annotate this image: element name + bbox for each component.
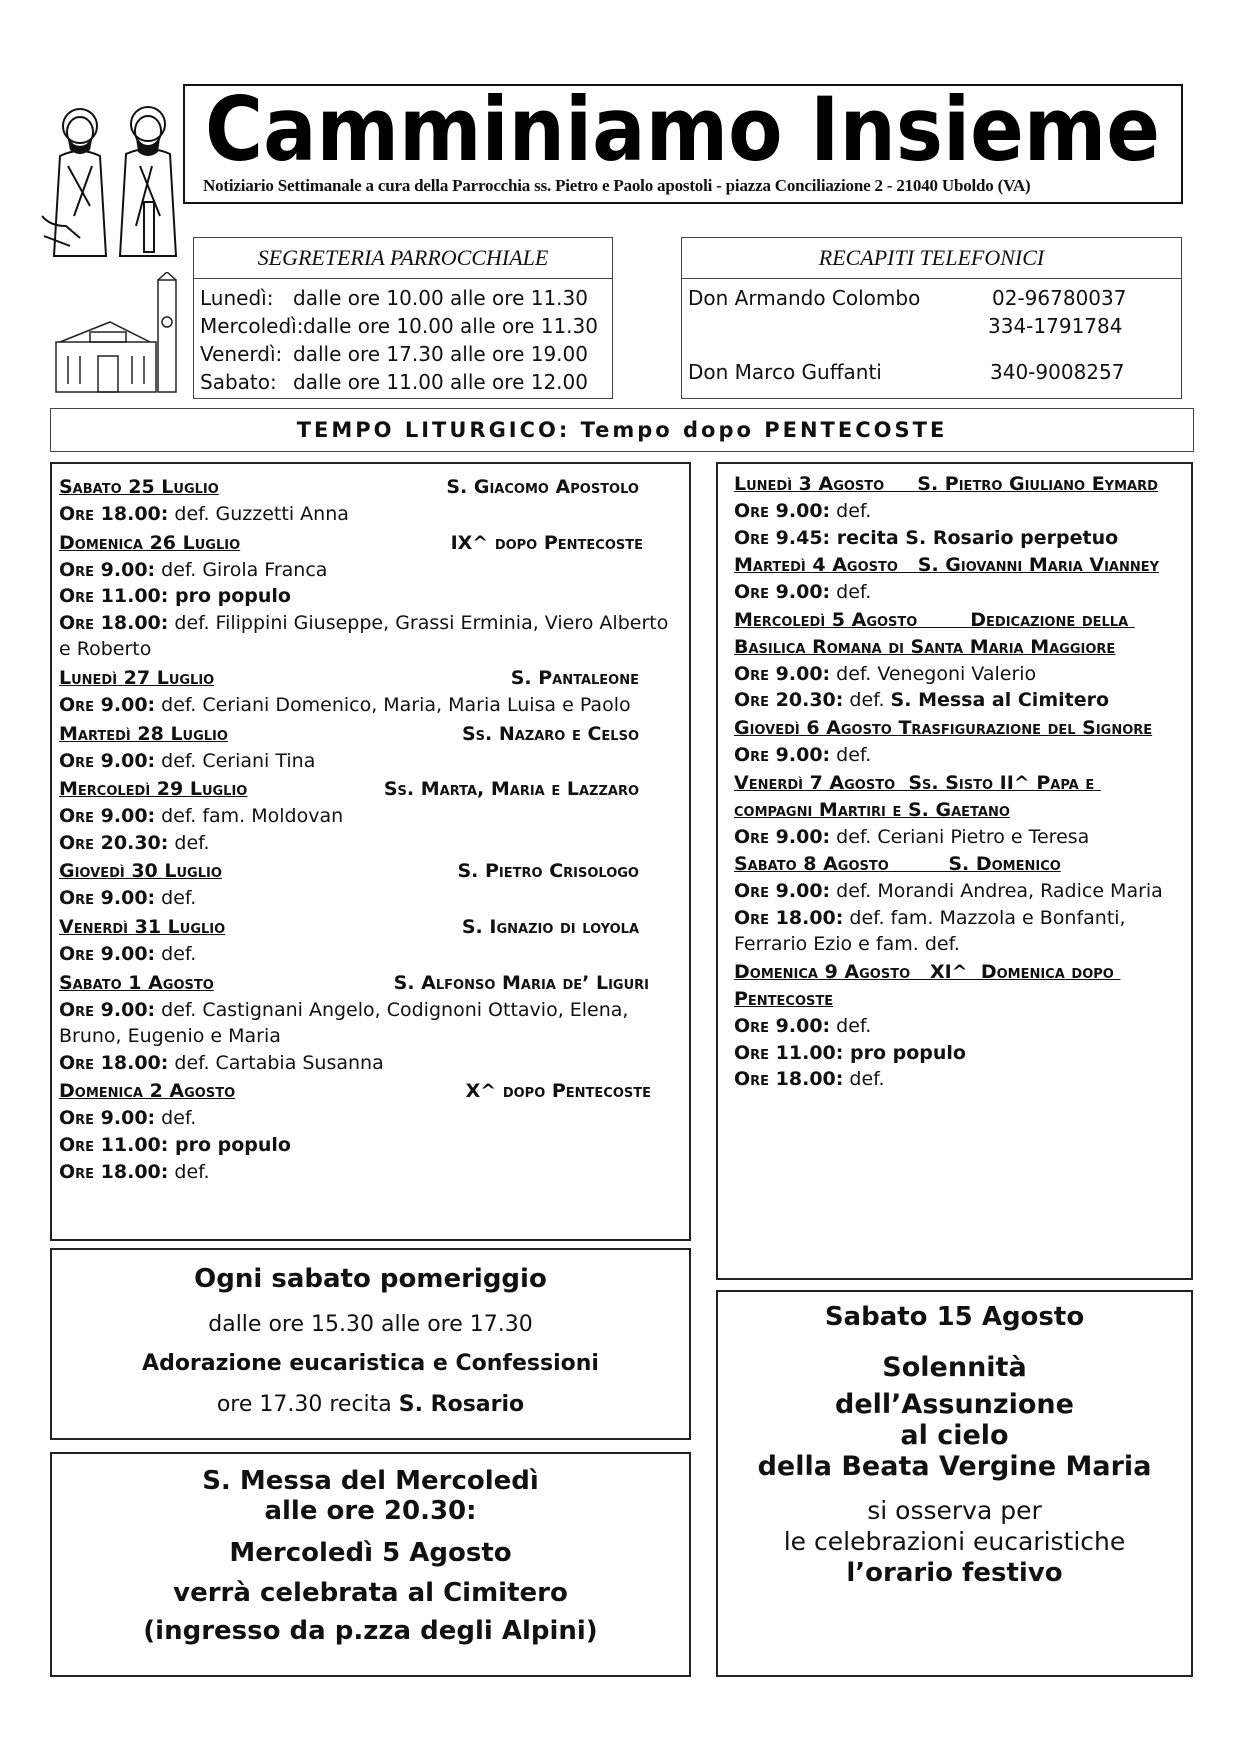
messa-line: verrà celebrata al Cimitero: [173, 1578, 568, 1608]
mass-intention: def. Guzzetti Anna: [168, 503, 349, 525]
mass-time: Ore 20.30:: [734, 689, 844, 712]
mass-time: Ore 18.00:: [59, 1051, 169, 1074]
contact-name: Don Armando Colombo: [688, 286, 921, 310]
day-heading: Sabato 8 Agosto S. Domenico: [734, 853, 1061, 876]
recapiti-box: [681, 237, 1182, 399]
mass-time: Ore 11.00:: [734, 1041, 844, 1064]
mass-time: Ore 9.00:: [59, 693, 156, 716]
mass-entry: [734, 824, 1177, 851]
mass-time: Ore 9.00:: [734, 662, 831, 685]
segreteria-heading: SEGRETERIA PARROCCHIALE: [194, 238, 612, 279]
day-saint: IX^ dopo Pentecoste: [450, 531, 643, 554]
mass-time: Ore 9.00:: [59, 749, 156, 772]
day-date: Giovedì 30 Luglio: [59, 860, 222, 883]
assunzione-date: Sabato 15 Agosto: [824, 1302, 1085, 1332]
mass-entry: [59, 557, 682, 584]
messa-line: alle ore 20.30:: [264, 1496, 477, 1526]
office-hours-row: [200, 368, 612, 396]
mass-entry: [59, 803, 682, 830]
right-schedule-box: [716, 462, 1193, 1280]
day-date: Mercoledì 29 Luglio: [59, 778, 248, 801]
mass-intention: def. Cartabia Susanna: [168, 1051, 384, 1074]
day-date: Domenica 2 Agosto: [59, 1080, 236, 1103]
day-date: Venerdì 31 Luglio: [59, 915, 226, 938]
sabato-title: Ogni sabato pomeriggio: [194, 1264, 547, 1294]
office-day: Sabato:: [200, 370, 277, 394]
day-saint: S. Ignazio di loyola: [461, 915, 639, 938]
day-saint: S. Pantaleone: [510, 666, 639, 689]
sabato-activity: Adorazione eucaristica e Confessioni: [142, 1351, 599, 1376]
mass-entry: [59, 610, 682, 663]
mass-entry: [59, 692, 682, 719]
mass-time: Ore 9.00:: [734, 880, 831, 903]
office-hours-row: [200, 312, 612, 340]
mass-intention: pro populo: [843, 1041, 966, 1064]
left-schedule-box: [50, 462, 691, 1241]
mass-intention: def.: [168, 1160, 210, 1183]
mass-intention: def. Ceriani Pietro e Teresa: [830, 825, 1090, 848]
office-day: Venerdì:: [200, 342, 283, 366]
office-hours: dalle ore 17.30 alle ore 19.00: [293, 342, 588, 366]
mass-intention: def. Filippini Giuseppe, Grassi Erminia, Viero Alberto e Roberto: [59, 611, 669, 661]
messa-line: S. Messa del Mercoledì: [202, 1466, 539, 1496]
church-illustration: [50, 272, 185, 397]
contact-phone: 340-9008257: [990, 360, 1125, 384]
mass-entry: [734, 661, 1177, 688]
contact-phone: 02-96780037: [992, 286, 1127, 310]
mass-intention: def. fam. Moldovan: [155, 805, 344, 828]
day-date: Martedì 28 Luglio: [59, 722, 228, 745]
mass-time: Ore 11.00:: [59, 585, 169, 608]
mass-intention: def. Morandi Andrea, Radice Maria: [830, 880, 1163, 903]
office-hours: dalle ore 11.00 alle ore 12.00: [293, 370, 588, 394]
mass-time: Ore 9.00:: [59, 998, 156, 1021]
day-saint: S. Pietro Crisologo: [457, 860, 639, 883]
saints-logo-illustration: [40, 106, 185, 258]
mass-intention: def. Castignani Angelo, Codignoni Ottavio, Elena, Bruno, Eugenio e Maria: [59, 998, 629, 1048]
mass-entry: [59, 1159, 682, 1186]
mass-entry: [734, 525, 1177, 552]
mass-time: Ore 9.00:: [59, 942, 156, 965]
mass-intention: def.: [155, 942, 197, 965]
assunzione-line: si osserva per: [867, 1496, 1042, 1525]
mass-entry: [59, 941, 682, 968]
mass-time: Ore 18.00:: [734, 1068, 844, 1091]
mass-intention: def.: [830, 1014, 872, 1037]
sabato-box: [50, 1248, 691, 1440]
mass-entry: [59, 997, 682, 1050]
mass-time: Ore 9.45:: [734, 526, 831, 549]
segreteria-box: [193, 237, 613, 399]
mass-entry: [59, 830, 682, 857]
mass-time: Ore 9.00:: [734, 500, 831, 522]
mass-entry: [734, 1013, 1177, 1040]
mass-entry: [59, 748, 682, 775]
day-saint: S. Giacomo Apostolo: [446, 476, 639, 498]
day-heading: [59, 720, 639, 748]
contact-name: Don Marco Guffanti: [688, 360, 882, 384]
mass-intention: def. Ceriani Tina: [155, 749, 316, 772]
mass-time: Ore 9.00:: [59, 887, 156, 910]
mass-time: Ore 18.00:: [734, 906, 844, 929]
day-heading: Lunedì 3 Agosto S. Pietro Giuliano Eymard: [734, 473, 1158, 495]
contact-phone: 334-1791784: [988, 314, 1123, 338]
mass-intention: def.: [155, 887, 197, 910]
mass-intention: def.: [830, 500, 872, 522]
mass-intention: def.: [843, 1068, 885, 1091]
day-heading: [59, 664, 639, 692]
mass-time: Ore 9.00:: [59, 558, 156, 581]
messa-line: Mercoledì 5 Agosto: [229, 1538, 512, 1568]
day-date: Sabato 25 Luglio: [59, 476, 219, 498]
day-heading: [59, 473, 639, 501]
day-heading: [59, 529, 643, 557]
assunzione-box: [716, 1290, 1193, 1677]
day-heading: Venerdì 7 Agosto Ss. Sisto II^ Papa e compagni Martiri e S. Gaetano: [734, 771, 1101, 821]
office-hours-row: [200, 284, 612, 312]
sabato-hours: dalle ore 15.30 alle ore 17.30: [208, 1312, 533, 1337]
mass-entry: [734, 687, 1177, 714]
mass-intention: recita S. Rosario perpetuo: [830, 526, 1119, 549]
office-day: Lunedì:: [200, 286, 274, 310]
day-heading: [59, 1077, 651, 1105]
assunzione-line: della Beata Vergine Maria: [757, 1451, 1152, 1482]
masthead: [183, 84, 1183, 204]
mass-intention: def. Girola Franca: [155, 558, 328, 581]
mass-intention: pro populo: [168, 1133, 291, 1156]
mass-entry: [59, 501, 682, 528]
office-hours-row: [200, 340, 612, 368]
mass-entry: [734, 1066, 1177, 1093]
mass-time: Ore 20.30:: [59, 831, 169, 854]
mass-intention: def.: [155, 1107, 197, 1130]
mass-intention: def. fam. Mazzola e Bonfanti, Ferrario Ezio e fam. def.: [734, 906, 1126, 956]
day-heading: Domenica 9 Agosto XI^ Domenica dopo Pentecoste: [734, 960, 1121, 1010]
assunzione-line: le celebrazioni eucaristiche: [783, 1527, 1126, 1556]
recapiti-heading: RECAPITI TELEFONICI: [682, 238, 1181, 279]
liturgical-season-banner: TEMPO LITURGICO: Tempo dopo PENTECOSTE: [50, 408, 1194, 452]
mass-entry: [59, 1050, 682, 1077]
day-heading: Mercoledì 5 Agosto Dedicazione della Basilica Romana di Santa Maria Maggiore: [734, 608, 1135, 658]
mass-entry: [734, 905, 1177, 958]
mass-time: Ore 9.00:: [59, 805, 156, 828]
mass-time: Ore 18.00:: [59, 1160, 169, 1183]
mass-time: Ore 9.00:: [734, 825, 831, 848]
mass-entry: [734, 579, 1177, 606]
mass-time: Ore 11.00:: [59, 1133, 169, 1156]
office-hours: dalle ore 10.00 alle ore 11.30: [293, 286, 588, 310]
messa-mercoledi-box: [50, 1452, 691, 1677]
mass-intention: def.: [830, 743, 872, 766]
mass-entry: [59, 583, 682, 610]
office-hours: dalle ore 10.00 alle ore 11.30: [303, 314, 598, 338]
mass-entry: [734, 878, 1177, 905]
day-heading: [59, 969, 649, 997]
mass-time: Ore 9.00:: [734, 743, 831, 766]
day-heading: [59, 775, 639, 803]
mass-note: S. Messa al Cimitero: [890, 689, 1110, 712]
day-date: Domenica 26 Luglio: [59, 531, 241, 554]
assunzione-line: dell’Assunzione: [835, 1389, 1074, 1420]
masthead-subtitle: Notiziario Settimanale a cura della Parrocchia ss. Pietro e Paolo apostoli - piazza Conciliazione 2 - 21040 Uboldo (VA): [203, 176, 1031, 195]
masthead-title: [205, 86, 1165, 172]
day-saint: S. Alfonso Maria de’ Liguri: [393, 971, 649, 994]
messa-line: (ingresso da p.zza degli Alpini): [143, 1616, 598, 1646]
office-day: Mercoledì:: [200, 314, 304, 338]
day-saint: X^ dopo Pentecoste: [465, 1080, 651, 1103]
mass-entry: [734, 742, 1177, 769]
day-heading: Martedì 4 Agosto S. Giovanni Maria Vianney: [734, 554, 1160, 577]
mass-time: Ore 9.00:: [734, 581, 831, 604]
mass-entry: [734, 1040, 1177, 1067]
sabato-rosary: ore 17.30 recita S. Rosario: [216, 1392, 525, 1417]
mass-entry: [734, 498, 1177, 525]
day-date: Sabato 1 Agosto: [59, 971, 214, 994]
mass-time: Ore 18.00:: [59, 611, 169, 634]
mass-intention: def.: [830, 581, 872, 604]
day-heading: Giovedì 6 Agosto Trasfigurazione del Signore: [734, 716, 1153, 739]
mass-entry: [59, 1132, 682, 1159]
mass-intention: def. Venegoni Valerio: [830, 662, 1037, 685]
day-heading: [59, 857, 639, 885]
mass-entry: [59, 1105, 682, 1132]
day-date: Lunedì 27 Luglio: [59, 666, 215, 689]
mass-entry: [59, 885, 682, 912]
mass-intention: pro populo: [168, 585, 291, 608]
assunzione-line: l’orario festivo: [846, 1558, 1063, 1588]
mass-intention: def.: [843, 689, 891, 712]
svg-text:Camminiamo Insieme: Camminiamo Insieme: [205, 86, 1160, 172]
mass-intention: def.: [168, 831, 210, 854]
day-saint: Ss. Nazaro e Celso: [461, 722, 639, 745]
day-heading: [59, 913, 639, 941]
mass-time: Ore 18.00:: [59, 503, 169, 525]
day-saint: Ss. Marta, Maria e Lazzaro: [383, 778, 639, 801]
assunzione-line: Solennità: [882, 1352, 1027, 1383]
assunzione-line: al cielo: [900, 1420, 1009, 1451]
mass-intention: def. Ceriani Domenico, Maria, Maria Luisa e Paolo: [155, 693, 631, 716]
mass-time: Ore 9.00:: [59, 1107, 156, 1130]
mass-time: Ore 9.00:: [734, 1014, 831, 1037]
